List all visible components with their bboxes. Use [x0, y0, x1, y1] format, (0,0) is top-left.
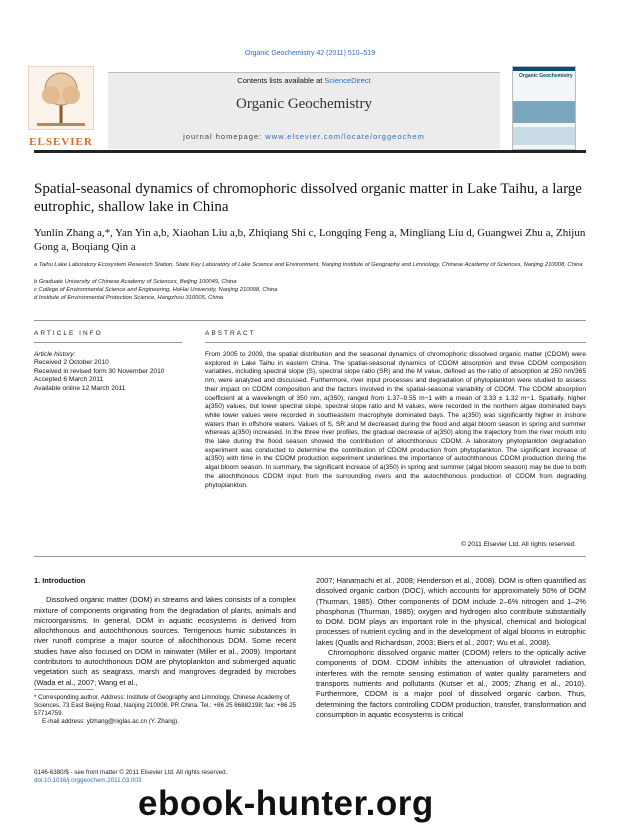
cover-band-bottom [513, 127, 575, 145]
article-info-heading: ARTICLE INFO [34, 330, 103, 337]
footnote-rule [34, 689, 94, 690]
email-address[interactable]: E-mail address: ylzhang@niglas.ac.cn (Y. Zhang). [42, 718, 179, 725]
homepage-link[interactable]: www.elsevier.com/locate/orggeochem [265, 132, 425, 141]
affiliation-d: d Institute of Environmental Protection Science, Hangzhou 310005, China [34, 295, 224, 301]
left-column [34, 576, 296, 688]
abstract-rule [205, 342, 586, 343]
article-info-rule [34, 342, 182, 343]
contents-line [108, 76, 500, 85]
header-divider [34, 150, 586, 153]
homepage-prefix: journal homepage: [183, 132, 266, 141]
cover-band-top [513, 67, 575, 71]
abstract-heading: ABSTRACT [205, 330, 256, 337]
intro-paragraph-1-cont: 2007; Hanamachi et al., 2008; Henderson et al., 2008). DOM is often quantified as dissolved organic carbon (DOC), which accounts for approximately 50% of DOM (Thurman, 1985). Other components of DOM include 2–6% nitrogen and 1–2% phosphorus (Thurman, 1985); oxygen and hydrogen also contribute substantially to DOM. DOM plays an important role in the physical, chemical and biological processes of nutrient cycling and in the development of algal blooms in eutrophic lakes (Qualls and Richardson, 2003; Biers et al., 2007; Wu et al., 2008). [316, 576, 586, 647]
footnote [34, 694, 296, 726]
publisher-logo-text: ELSEVIER [29, 136, 93, 148]
tree-icon [28, 66, 94, 130]
article-history [34, 351, 182, 393]
journal-citation[interactable]: Organic Geochemistry 42 (2011) 510–519 [244, 50, 376, 57]
watermark-text: ebook-hunter.org [138, 784, 434, 823]
cover-title: Organic Geochemistry [519, 73, 573, 79]
journal-cover-image [512, 66, 576, 150]
history-accepted: Accepted 6 March 2011 [34, 376, 104, 384]
journal-title: Organic Geochemistry [236, 96, 372, 112]
corresponding-author: * Corresponding author. Address: Institute of Geography and Limnology, Chinese Academy of Sciences, 73 East Beijing Road, Nanjing 210008, PR China. Tel.: +86 25 86882198; fax: +86 25 57714759. [34, 694, 297, 717]
affiliation-b: b Graduate University of Chinese Academy of Sciences, Beijing 100049, China [34, 279, 237, 285]
history-revised: Received in revised form 30 November 2010 [34, 367, 165, 375]
journal-homepage [108, 132, 500, 141]
intro-paragraph-1: Dissolved organic matter (DOM) in streams and lakes consists of a complex mixture of components originating from the degradation of plants, animals and microorganisms. In general, DOM in aquatic ecosystems is derived from allochthonous and autochthonous sources. Terrigenous humic substances in river runoff comprise a major source of allochthonous DOM. Some recent studies have also focused on DOM in rainwater (Miller et al., 2009). Important contributors to autochthonous DOM are phytoplankton and submerged aquatic vegetation such as seagrass, marsh and mangroves degraded by microbes (Wada et al., 2007; Wang et al., [34, 595, 296, 687]
article-title: Spatial-seasonal dynamics of chromophoric dissolved organic matter in Lake Taihu, a large eutrophic, shallow lake in China [34, 181, 582, 215]
abstract-divider [34, 556, 586, 557]
affiliation-a: a Taihu Lake Laboratory Ecosystem Research Station, State Key Laboratory of Lake Science and Environment, Nanjing Institute of Geography and Limnology, Chinese Academy of Sciences, Nanjing 210008, China [34, 262, 583, 268]
bottom-metadata [34, 769, 296, 785]
sciencedirect-link[interactable]: ScienceDirect [324, 76, 371, 85]
issn-line: 0146-6380/$ - see front matter © 2011 Elsevier Ltd. All rights reserved. [34, 769, 228, 776]
affiliation-c: c College of Environmental Science and Engineering, HoHai University, Nanjing 210098, China [34, 287, 278, 293]
doi-link[interactable]: doi:10.1016/j.orggeochem.2011.03.003 [34, 777, 142, 784]
copyright-notice: © 2011 Elsevier Ltd. All rights reserved. [460, 541, 576, 548]
section-heading: 1. Introduction [34, 576, 86, 585]
elsevier-logo [22, 66, 100, 148]
author-list: Yunlin Zhang a,*, Yan Yin a,b, Xiaohan Liu a,b, Zhiqiang Shi c, Longqing Feng a, Mingliang Liu d, Guangwei Zhu a, Zhijun Gong a, Boqiang Qin a [34, 227, 586, 253]
history-received: Received 2 October 2010 [34, 359, 109, 367]
intro-paragraph-2: Chromophoric dissolved organic matter (CDOM) refers to the optically active components of DOM. CDOM inhibits the attenuation of ultraviolet radiation, interferes with the remote sensing estimation of water quality parameters and transports nutrients and pollutants (Kutser et al., 2005; Zhang et al., 2010). Furthermore, CDOM is a major pool of dissolved organic carbon. Thus, determining the factors controlling CDOM production, transfer, transformation and consumption in aquatic ecosystems is critical [316, 648, 586, 719]
history-online: Available online 12 March 2011 [34, 384, 126, 392]
right-column [316, 576, 586, 720]
affiliation-divider [34, 320, 586, 321]
abstract-text: From 2005 to 2009, the spatial distribution and the seasonal dynamics of chromophoric dissolved organic matter (CDOM) were explored in Lake Taihu in eastern China. The spatial-seasonal dynamics of CDOM absorption and three CDOM composition variables, including spectral slope (S), spectral slope ratio (SR) and the M value, defined as the ratio of absorption at 250 nm/365 nm, were analyzed and discussed. Furthermore, river input processes and degradation of phytoplankton were studied to assess their impact on CDOM composition and the factors involved in the spatial-seasonal variability of CDOM. The CDOM absorption coefficient at a wavelength of 350 nm, a(350), ranged from 1.37–9.55 m−1 with a mean of 3.33 ± 1.32 m−1. Spatially, higher a(350) values, but lower spectral slope, spectral slope ratio and M values, were recorded in the northern algae dominated bays while lower values were recorded in southeastern macrophyte dominated bays. The a(350) was significantly higher in inshore waters than in offshore waters. Values of S, SR and M decreased during the flood and algal bloom season in spring and summer whereas a(350) increased. In the three river profiles, the gradual decrease of a(350) along the trajectory from the river mouth into the lake during the flood season showed the contribution of allochthonous CDOM. A laboratory phytoplankton degradation experiment was conducted to determine the contribution of CDOM production from phytoplankton. The significant increase of a(350) with time in the CDOM production experiment underlines the importance of autochthonous CDOM production during the algal bloom season. In summary, the significant increase of a(350) in spring and summer (algal bloom season) may be due to both the allochthonous CDOM input from the surrounding rivers and the autochthonous production of CDOM from degrading phytoplankton. [205, 351, 586, 489]
contents-prefix: Contents lists available at [237, 76, 325, 85]
history-label: Article history: [34, 351, 76, 358]
cover-band-middle [513, 101, 575, 123]
